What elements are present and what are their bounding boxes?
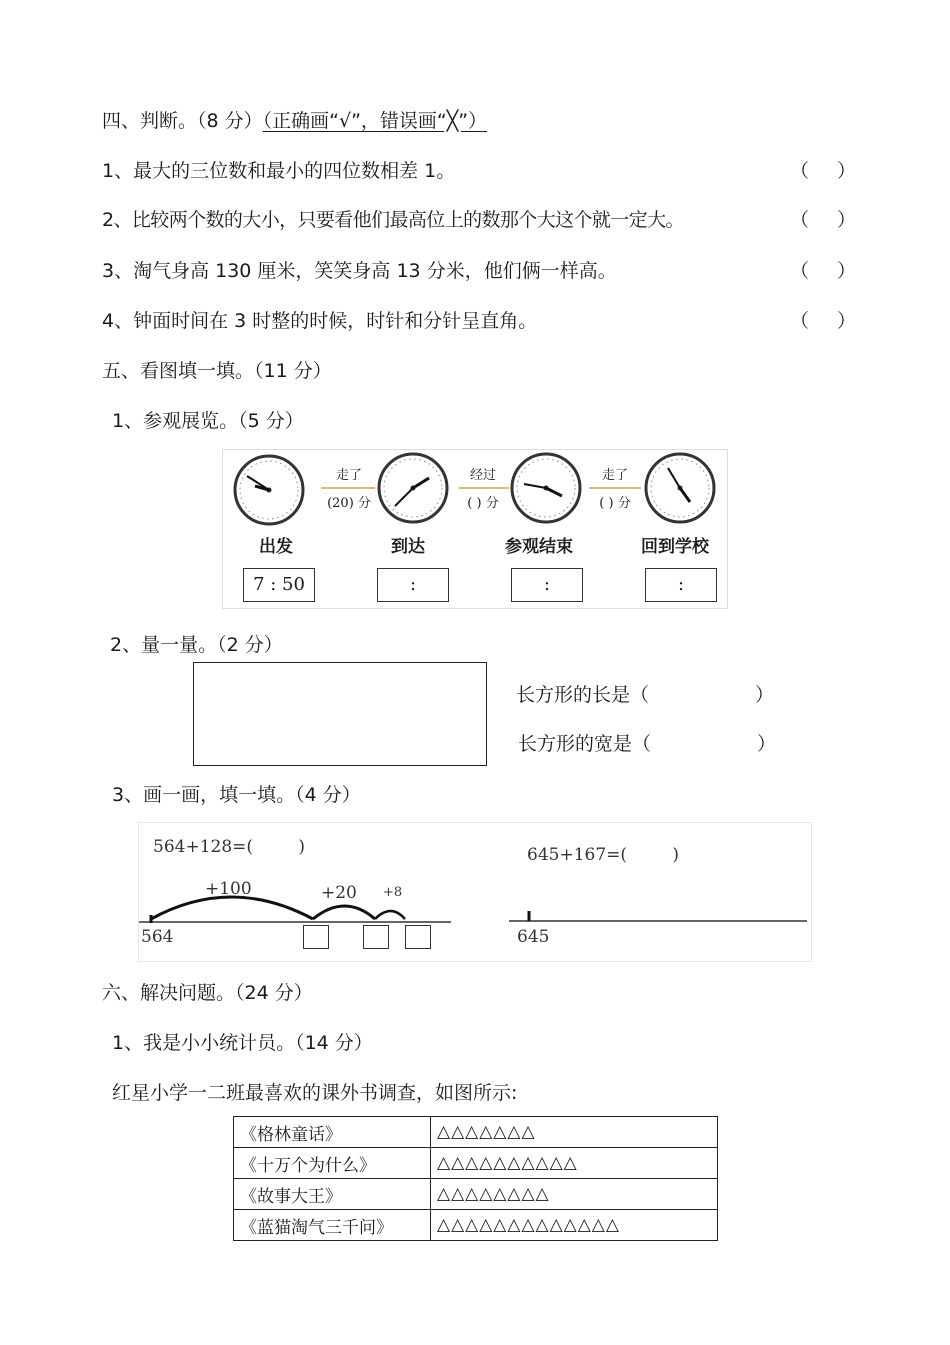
- answer-box-1[interactable]: [303, 925, 329, 949]
- left-start-label: 564: [141, 927, 174, 947]
- section6-heading: 六、解决问题。（24 分）: [102, 982, 313, 1004]
- q5-2-title: 2、量一量。（2 分）: [110, 634, 283, 656]
- gap-label-2-bottom: ( ) 分: [467, 496, 499, 511]
- rect-width-text: 长方形的宽是（ ）: [518, 733, 777, 755]
- clock-icon: [235, 456, 303, 524]
- book-name: 《蓝猫淘气三千问》: [234, 1210, 431, 1241]
- judge-item-1: 1、最大的三位数和最小的四位数相差 1。: [102, 160, 456, 182]
- time-box-arrive[interactable]: :: [377, 568, 449, 602]
- time-box-visit-end[interactable]: :: [511, 568, 583, 602]
- book-name: 《故事大王》: [234, 1179, 431, 1210]
- q6-1-intro: 红星小学一二班最喜欢的课外书调查，如图所示:: [112, 1082, 518, 1104]
- time-box-depart: 7 : 50: [243, 568, 315, 602]
- judge-answer-3[interactable]: （ ）: [790, 260, 857, 282]
- q6-1-title: 1、我是小小统计员。（14 分）: [112, 1032, 373, 1054]
- section4-title: 四、判断。（8 分）: [102, 110, 263, 132]
- book-marks: △△△△△△△: [431, 1117, 718, 1148]
- table-row: [234, 1210, 718, 1241]
- number-line-panel: [138, 822, 812, 962]
- gap-label-3-bottom: ( ) 分: [599, 496, 631, 511]
- book-survey-table: [233, 1116, 718, 1241]
- table-row: [234, 1179, 718, 1210]
- right-equation: 645+167=( ): [527, 845, 680, 865]
- label-return-school: 回到学校: [641, 537, 709, 557]
- q5-1-title: 1、参观展览。（5 分）: [112, 410, 304, 432]
- answer-box-3[interactable]: [405, 925, 431, 949]
- q5-3-title: 3、画一画，填一填。（4 分）: [112, 784, 361, 806]
- judge-answer-4[interactable]: （ ）: [790, 310, 857, 332]
- label-arrive: 到达: [391, 537, 425, 557]
- judge-item-3: 3、淘气身高 130 厘米，笑笑身高 13 分米，他们俩一样高。: [102, 260, 617, 282]
- section4-instruction: （正确画“√”，错误画“╳”）: [262, 110, 488, 132]
- table-row: [234, 1148, 718, 1179]
- judge-answer-2[interactable]: （ ）: [790, 209, 857, 231]
- gap-label-1-bottom: (20) 分: [327, 496, 371, 511]
- section5-heading: 五、看图填一填。（11 分）: [102, 360, 332, 382]
- section4-heading: [102, 106, 487, 133]
- book-name: 《十万个为什么》: [234, 1148, 431, 1179]
- book-marks: △△△△△△△△△△△△△: [431, 1210, 718, 1241]
- jump-8: +8: [383, 885, 403, 900]
- answer-box-2[interactable]: [363, 925, 389, 949]
- jump-100: +100: [205, 879, 252, 899]
- time-box-return[interactable]: :: [645, 568, 717, 602]
- judge-answer-1[interactable]: （ ）: [790, 160, 857, 182]
- measure-rectangle: [193, 662, 487, 766]
- clock-icon: [512, 454, 580, 522]
- table-row: [234, 1117, 718, 1148]
- gap-label-3-top: 走了: [601, 468, 628, 483]
- clock-icon: [379, 454, 447, 522]
- gap-label-1-top: 走了: [335, 468, 362, 483]
- label-visit-end: 参观结束: [505, 537, 573, 557]
- rect-length-text: 长方形的长是（ ）: [516, 684, 775, 706]
- left-equation: 564+128=( ): [153, 837, 306, 857]
- book-marks: △△△△△△△△△△: [431, 1148, 718, 1179]
- clock-icon: [646, 454, 714, 522]
- judge-item-2: 2、比较两个数的大小，只要看他们最高位上的数那个大这个就一定大。: [102, 209, 684, 231]
- clock-panel: [222, 449, 728, 609]
- label-depart: 出发: [259, 537, 293, 557]
- gap-label-2-top: 经过: [469, 468, 496, 483]
- judge-item-4: 4、钟面时间在 3 时整的时候，时针和分针呈直角。: [102, 310, 538, 332]
- jump-20: +20: [321, 883, 357, 903]
- book-marks: △△△△△△△△: [431, 1179, 718, 1210]
- right-start-label: 645: [517, 927, 550, 947]
- book-name: 《格林童话》: [234, 1117, 431, 1148]
